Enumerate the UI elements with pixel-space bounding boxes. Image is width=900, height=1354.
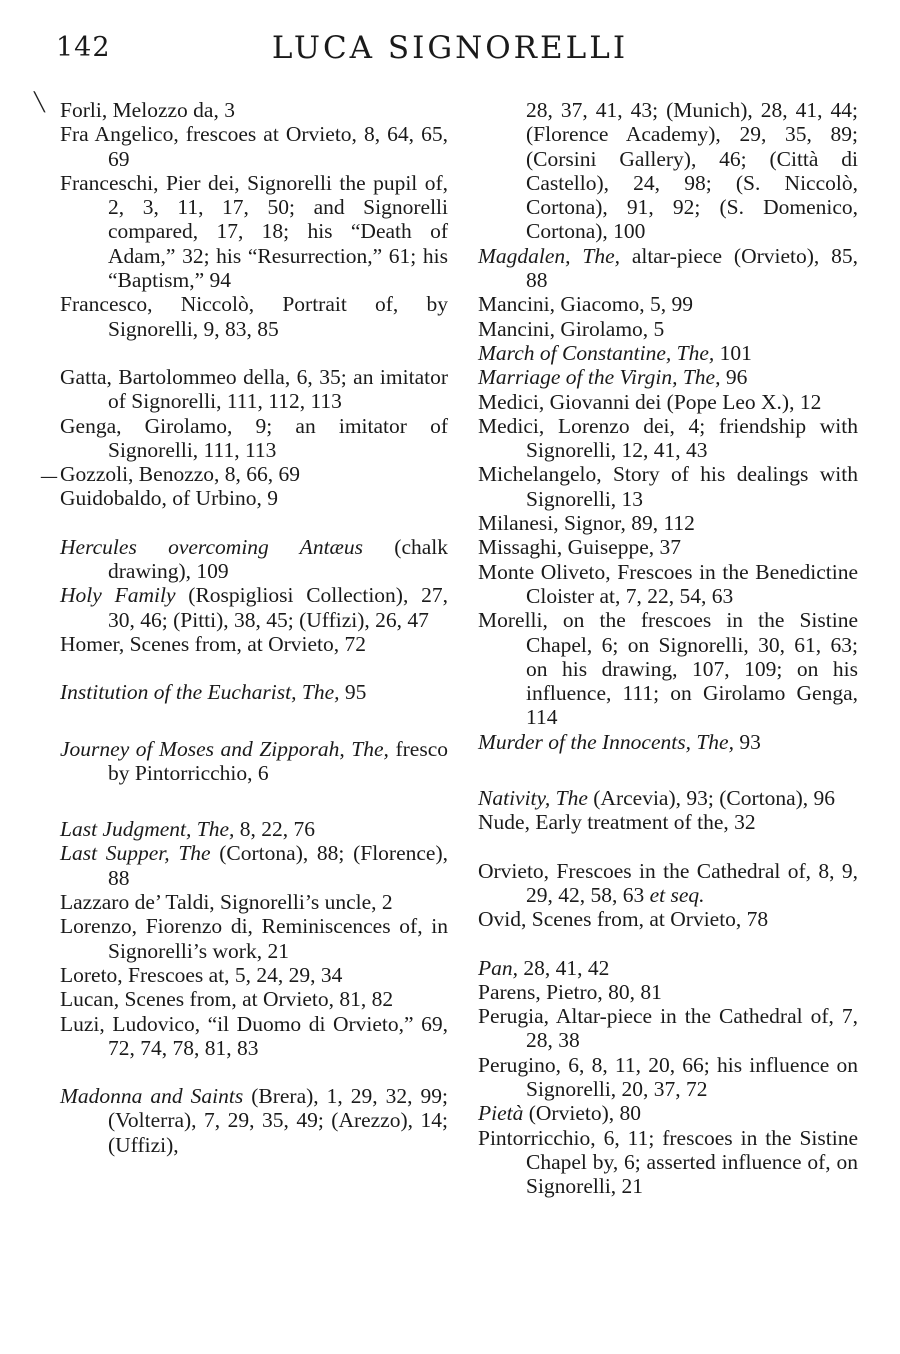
index-entry — [60, 292, 448, 341]
entry-text: Gatta, Bartolommeo della, 6, 35; an imitator of Signorelli, 111, 112, 113 — [60, 364, 448, 414]
entry-title-italic: Pan, — [478, 955, 519, 980]
index-entry — [478, 317, 858, 341]
index-entry — [478, 730, 858, 754]
entry-text: Milanesi, Signor, 89, 112 — [478, 511, 695, 536]
entry-text: altar-piece (Orvieto), 85, 88 — [526, 243, 858, 293]
index-entry — [478, 1053, 858, 1102]
index-entry — [60, 817, 448, 841]
entry-text: Orvieto, Frescoes in the Cathedral of, 8, 9, 29, 42, 58, 63 — [478, 858, 858, 907]
entry-text: Parens, Pietro, 80, 81 — [478, 979, 662, 1004]
entry-text: Missaghi, Guiseppe, 37 — [478, 535, 682, 560]
entry-text: Franceschi, Pier dei, Signorelli the pupil of, 2, 3, 11, 17, 50; and Signorelli compared, 17, 18; his “Death of Adam,” 32; his “Resurrection,” 61; his “Baptism,” 94 — [60, 170, 448, 293]
index-entry — [60, 632, 448, 656]
entry-text: Perugia, Altar-piece in the Cathedral of, 7, 28, 38 — [478, 1004, 858, 1053]
entry-text: 28, 37, 41, 43; (Munich), 28, 41, 44; (Florence Academy), 29, 35, 89; (Corsini Gallery), 46; (Città di Castello), 24, 98; (S. Niccolò, Cortona), 91, 92; (S. Domenico, Cortona), 100 — [526, 98, 858, 244]
entry-text: 93 — [733, 729, 761, 754]
index-entry — [478, 786, 858, 810]
entry-title-italic: Madonna and Saints — [60, 1084, 244, 1109]
entry-text: Forli, Melozzo da, 3 — [60, 98, 235, 122]
index-entry — [478, 1004, 858, 1053]
entry-title-italic: Holy Family — [60, 583, 176, 608]
entry-title-italic: Nativity, The — [478, 786, 588, 811]
entry-text: Francesco, Niccolò, Portrait of, by Signorelli, 9, 83, 85 — [60, 292, 448, 341]
index-entry — [478, 907, 858, 931]
entry-text: Mancini, Giacomo, 5, 99 — [478, 292, 693, 317]
entry-text: Lazzaro de’ Taldi, Signorelli’s uncle, 2 — [60, 890, 393, 915]
entry-title-italic: Murder of the Innocents, The, — [478, 729, 734, 754]
index-entry — [478, 511, 858, 535]
index-entry — [478, 390, 858, 414]
index-entry — [60, 1084, 448, 1157]
index-entry — [478, 810, 858, 834]
index-entry — [60, 414, 448, 463]
index-entry — [60, 841, 448, 890]
entry-text: Pintorricchio, 6, 11; frescoes in the Sistine Chapel by, 6; asserted influence of, on Signorelli, 21 — [478, 1125, 858, 1199]
index-column-right — [478, 98, 858, 1198]
index-entry — [478, 244, 858, 293]
entry-text: Morelli, on the frescoes in the Sistine Chapel, 6; on Signorelli, 30, 61, 63; on his drawing, 107, 109; on his influence, 111; on Girolamo Genga, 114 — [478, 608, 858, 730]
entry-text: 101 — [714, 340, 752, 365]
index-entry — [60, 987, 448, 1011]
entry-title-italic: March of Constantine, The, — [478, 340, 715, 365]
entry-text: (Cortona), 88; (Florence), 88 — [108, 841, 448, 890]
index-entry — [478, 341, 858, 365]
entry-text: Luzi, Ludovico, “il Duomo di Orvieto,” 69, 72, 74, 78, 81, 83 — [60, 1011, 448, 1060]
entry-title-italic: Marriage of the Virgin, The, — [478, 365, 721, 390]
entry-title-italic: Last Judgment, The, — [60, 817, 235, 842]
index-entry — [478, 98, 858, 244]
entry-text: Medici, Giovanni dei (Pope Leo X.), 12 — [478, 389, 822, 414]
index-entry — [60, 535, 448, 584]
entry-text: Mancini, Girolamo, 5 — [478, 316, 665, 341]
entry-title-italic: Magdalen, The, — [478, 243, 620, 268]
entry-text: (Orvieto), 80 — [523, 1101, 641, 1126]
index-entry — [60, 171, 448, 292]
entry-text: fresco by Pintorricchio, 6 — [108, 736, 449, 785]
entry-text: 96 — [720, 365, 748, 390]
entry-text: Genga, Girolamo, 9; an imitator of Signorelli, 111, 113 — [60, 413, 448, 462]
entry-text: (Arcevia), 93; (Cortona), 96 — [587, 786, 836, 811]
index-entry — [60, 737, 448, 786]
index-entry — [60, 963, 448, 987]
entry-title-italic: Journey of Moses and Zipporah, The, — [60, 736, 389, 761]
page-number: 142 — [56, 32, 111, 63]
index-entry — [60, 583, 448, 632]
entry-text: 95 — [339, 680, 367, 705]
entry-title-italic: Last Supper, The — [60, 841, 211, 866]
entry-title-italic: et seq. — [649, 882, 705, 907]
index-entry — [60, 98, 448, 122]
entry-text: Monte Oliveto, Frescoes in the Benedictine Cloister at, 7, 22, 54, 63 — [478, 559, 858, 608]
index-entry — [478, 414, 858, 463]
entry-text: Medici, Lorenzo dei, 4; friendship with Signorelli, 12, 41, 43 — [478, 413, 858, 463]
index-entry — [478, 1101, 858, 1125]
entry-text: Lucan, Scenes from, at Orvieto, 81, 82 — [60, 987, 394, 1012]
entry-text: Loreto, Frescoes at, 5, 24, 29, 34 — [60, 962, 343, 987]
index-entry — [60, 486, 448, 510]
entry-text: Gozzoli, Benozzo, 8, 66, 69 — [60, 462, 301, 487]
entry-text: (Rospigliosi Collection), 27, 30, 46; (Pitti), 38, 45; (Uffizi), 26, 47 — [108, 583, 448, 632]
running-title: LUCA SIGNORELLI — [271, 30, 629, 66]
index-entry — [60, 122, 448, 171]
entry-text: Nude, Early treatment of the, 32 — [478, 810, 756, 835]
index-entry — [478, 560, 858, 609]
entry-title-italic: Pietà — [478, 1101, 524, 1126]
index-entry — [478, 1126, 858, 1199]
margin-pen-mark: ╲ — [34, 92, 45, 113]
index-entry — [478, 859, 858, 908]
entry-text: Fra Angelico, frescoes at Orvieto, 8, 64, 65, 69 — [60, 122, 448, 171]
margin-pen-mark: — — [40, 466, 58, 487]
entry-text: Michelangelo, Story of his dealings with Signorelli, 13 — [478, 462, 858, 511]
entry-title-italic: Institution of the Eucharist, The, — [60, 680, 340, 705]
entry-text: Guidobaldo, of Urbino, 9 — [60, 486, 278, 511]
index-entry — [60, 365, 448, 414]
index-column-left — [60, 98, 448, 1157]
entry-text: Ovid, Scenes from, at Orvieto, 78 — [478, 907, 769, 932]
index-entry — [478, 608, 858, 729]
index-entry — [478, 956, 858, 980]
index-entry — [60, 462, 448, 486]
index-entry — [478, 292, 858, 316]
index-entry — [478, 535, 858, 559]
entry-text: 28, 41, 42 — [518, 955, 610, 980]
index-entry — [60, 1012, 448, 1061]
index-entry — [478, 365, 858, 389]
index-entry — [60, 890, 448, 914]
entry-text: (chalk drawing), 109 — [108, 534, 448, 584]
entry-text: Lorenzo, Fiorenzo di, Reminiscences of, in Signorelli’s work, 21 — [60, 914, 448, 963]
index-entry — [60, 914, 448, 963]
index-entry — [478, 462, 858, 511]
entry-title-italic: Hercules overcoming Antæus — [60, 534, 363, 559]
entry-text: Homer, Scenes from, at Orvieto, 72 — [60, 631, 367, 656]
index-entry — [60, 680, 448, 704]
index-entry — [478, 980, 858, 1004]
entry-text: (Brera), 1, 29, 32, 99; (Volterra), 7, 29, 35, 49; (Arezzo), 14; (Uffizi), — [108, 1084, 448, 1157]
entry-text: 8, 22, 76 — [234, 817, 316, 842]
entry-text: Perugino, 6, 8, 11, 20, 66; his influence on Signorelli, 20, 37, 72 — [478, 1052, 858, 1101]
